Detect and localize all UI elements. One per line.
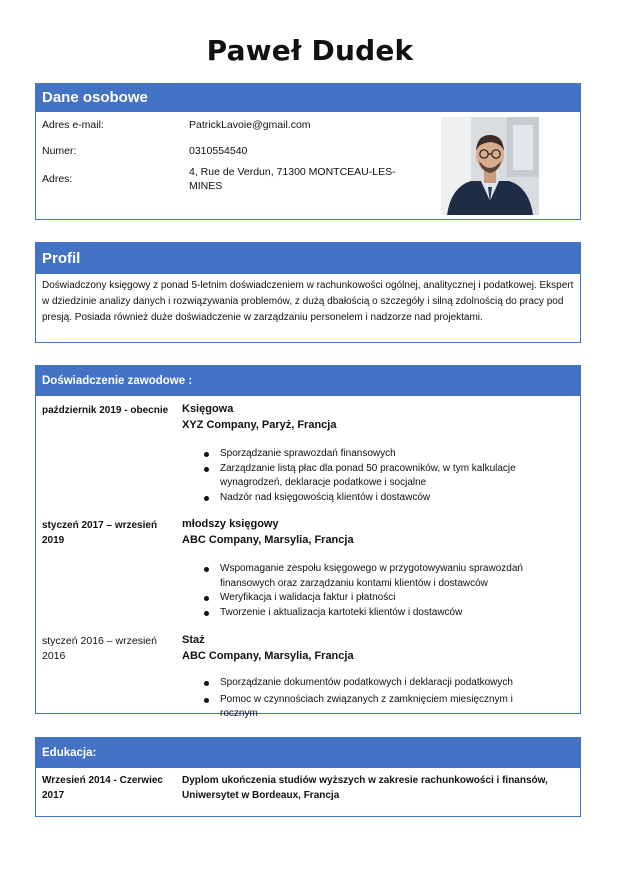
experience-section [35,365,581,719]
job-company: ABC Company, Marsylia, Francja [182,650,354,662]
list-item: Tworzenie i aktualizacja kartoteki klientów i dostawców [202,606,552,621]
email-value: PatrickLavoie@gmail.com [189,119,311,131]
profile-text: Doświadczony księgowy z ponad 5-letnim doświadczeniem w rachunkowości ogólnej, analitycznej i podatkowej. Ekspert w dziedzinie analizy danych i rozwiązywania problemów, z dużą dbałością o szczegóły i silną zdolnością do pracy pod presją. Posiada również duże doświadczenie w zarządzaniu personelem i nadzorze nad projektami. [42,280,574,323]
job-company: ABC Company, Marsylia, Francja [182,534,354,546]
list-item: Nadzór nad księgowością klientów i dostawców [202,491,552,506]
job-date: styczeń 2017 – wrzesień 2019 [42,520,158,546]
job-date: październik 2019 - obecnie [42,405,169,416]
personal-data-section [35,83,581,220]
list-item: Wspomaganie zespołu księgowego w przygotowywaniu sprawozdań finansowych oraz zarządzaniu kontami klientów i dostawców [202,562,552,591]
job-company: XYZ Company, Paryż, Francja [182,419,337,431]
education-date: Wrzesień 2014 - Czerwiec 2017 [42,775,163,801]
job-duties [202,447,552,505]
address-label: Adres: [42,173,73,185]
job-date: styczeń 2016 – wrzesień 2016 [42,635,157,662]
list-item: Sporządzanie sprawozdań finansowych [202,447,552,462]
phone-value: 0310554540 [189,145,248,157]
education-heading: Edukacja: [36,738,580,768]
profile-heading: Profil [36,243,580,274]
list-item: Zarządzanie listą płac dla ponad 50 pracowników, w tym kalkulacje wynagrodzeń, deklaracje podatkowe i socjalne [202,462,552,491]
list-item: Pomoc w czynnościach związanych z zamknięciem miesięcznym i rocznym [202,693,552,722]
job-title: młodszy księgowy [182,518,279,530]
list-item: Weryfikacja i walidacja faktur i płatności [202,591,552,606]
job-title: Staż [182,634,205,646]
job-duties [202,562,552,620]
education-description: Dyplom ukończenia studiów wyższych w zakresie rachunkowości i finansów, Uniwersytet w Bordeaux, Francja [182,775,548,801]
email-label: Adres e-mail: [42,119,104,131]
phone-label: Numer: [42,145,77,157]
list-item: Sporządzanie dokumentów podatkowych i deklaracji podatkowych [202,676,552,691]
candidate-name: Paweł Dudek [206,34,414,67]
job-title: Księgowa [182,403,234,415]
experience-heading: Doświadczenie zawodowe : [36,366,580,396]
job-duties [202,676,552,722]
profile-section [35,242,581,343]
personal-data-heading: Dane osobowe [36,84,580,112]
education-section [35,737,581,817]
profile-photo [441,117,539,215]
address-value: 4, Rue de Verdun, 71300 MONTCEAU-LES-MINES [189,166,396,192]
